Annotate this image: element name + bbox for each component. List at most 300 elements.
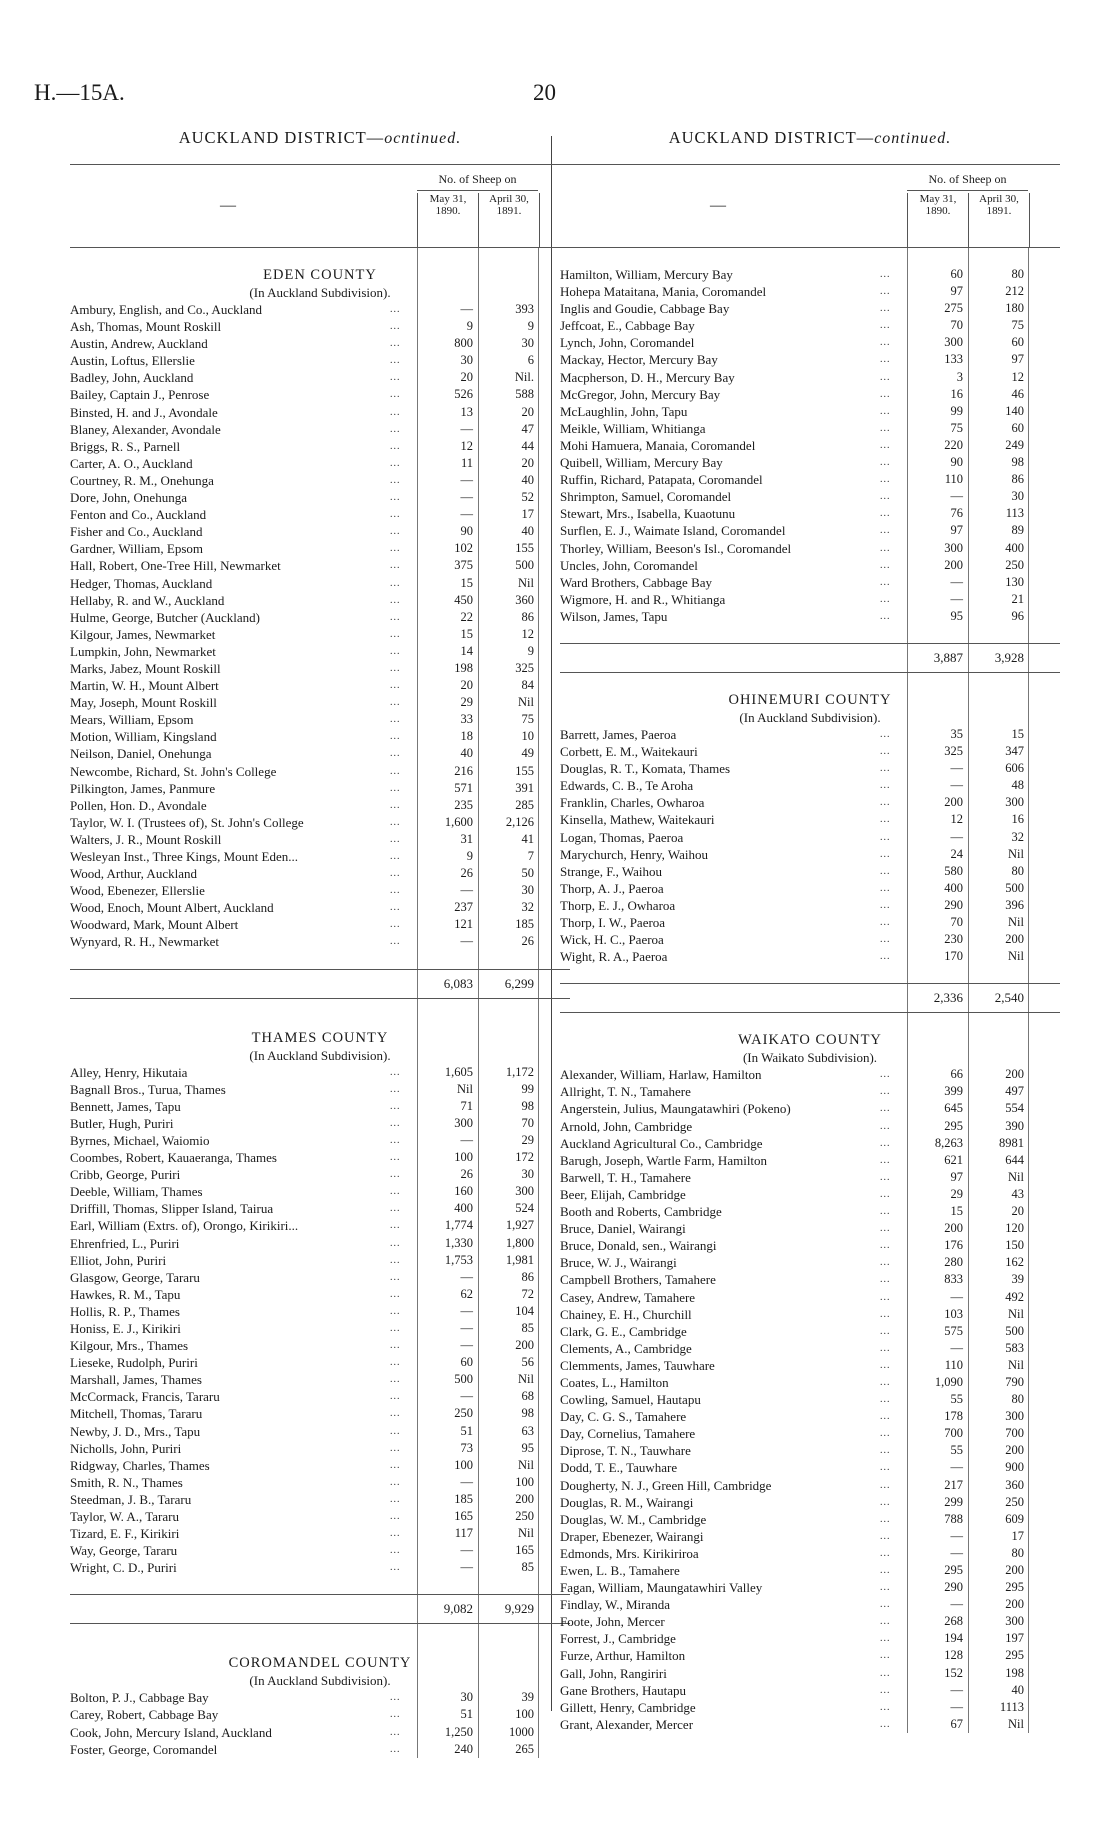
table-row	[70, 1440, 570, 1457]
spacer	[560, 673, 1060, 691]
owner-name: Binsted, H. and J., Avondale	[70, 404, 218, 420]
owner-name: Wight, R. A., Paeroa	[560, 949, 668, 965]
sheep-april-1891: 200	[515, 1338, 534, 1353]
table-row	[70, 1457, 570, 1474]
spacer	[70, 1576, 570, 1594]
table-row	[70, 1724, 570, 1741]
sheep-may-1890: 99	[950, 403, 963, 418]
table-body	[560, 248, 1060, 1733]
table-header	[560, 164, 1060, 248]
sheep-may-1890: —	[460, 472, 473, 487]
leader-dots: ...	[390, 799, 401, 811]
owner-name: Uncles, John, Coromandel	[560, 557, 698, 573]
table-row	[560, 351, 1060, 368]
sheep-april-1891: 393	[515, 302, 534, 316]
table-row	[560, 1066, 1060, 1083]
leader-dots: ...	[880, 610, 891, 622]
table-row	[560, 1477, 1060, 1494]
sheep-may-1890: 15	[460, 626, 473, 641]
leader-dots: ...	[880, 746, 891, 758]
table-row	[70, 677, 570, 694]
total-may-1890: 2,336	[933, 990, 963, 1006]
leader-dots: ...	[880, 1086, 891, 1098]
sheep-april-1891: 32	[521, 900, 534, 915]
owner-name: Day, Cornelius, Tamahere	[560, 1426, 696, 1442]
leader-dots: ...	[880, 1565, 891, 1576]
sheep-april-1891: Nil	[1008, 949, 1024, 964]
owner-name: Kilgour, James, Newmarket	[70, 626, 216, 642]
leader-dots: ...	[880, 542, 891, 554]
sheep-may-1890: 35	[950, 726, 963, 741]
sheep-may-1890: —	[460, 421, 473, 436]
sheep-may-1890: 3	[956, 369, 963, 384]
sheep-may-1890: 1,753	[444, 1252, 473, 1267]
leader-dots: ...	[880, 899, 891, 911]
sheep-april-1891: Nil	[1008, 846, 1024, 861]
owner-name: Mears, William, Epsom	[70, 712, 194, 728]
sheep-may-1890: 11	[460, 455, 473, 470]
sheep-may-1890: 200	[944, 557, 963, 572]
leader-dots: ...	[390, 1425, 401, 1437]
sheep-may-1890: 400	[944, 880, 963, 895]
leader-dots: ...	[390, 902, 401, 914]
sheep-april-1891: 75	[521, 712, 534, 727]
owner-name: Chainey, E. H., Churchill	[560, 1306, 692, 1322]
sheep-april-1891: 12	[521, 626, 534, 641]
sheep-may-1890: 1,600	[444, 814, 473, 829]
owner-name: Foster, George, Coromandel	[70, 1741, 218, 1757]
spacer	[560, 625, 1060, 643]
sheep-april-1891: 60	[1011, 335, 1024, 350]
owner-name: Auckland Agricultural Co., Cambridge	[560, 1135, 763, 1151]
spacer	[70, 1624, 570, 1654]
table-row	[70, 1098, 570, 1115]
table-row	[70, 660, 570, 677]
sheep-may-1890: 20	[460, 678, 473, 693]
leader-dots: ...	[880, 439, 891, 451]
table-row	[560, 1237, 1060, 1254]
table-row	[560, 1562, 1060, 1579]
sheep-may-1890: 216	[454, 763, 473, 778]
table-header	[70, 164, 570, 248]
table-row	[560, 1596, 1060, 1613]
table-row	[70, 1542, 570, 1559]
leader-dots: ...	[880, 728, 891, 740]
table-row	[560, 846, 1060, 863]
leader-dots: ...	[880, 917, 891, 928]
total-april-1891: 6,299	[504, 975, 534, 991]
table-row	[560, 1647, 1060, 1664]
owner-name: Allright, T. N., Tamahere	[560, 1084, 691, 1100]
sheep-april-1891: 20	[521, 404, 534, 419]
sheep-may-1890: 26	[460, 1167, 473, 1182]
leader-dots: ...	[880, 763, 891, 775]
sheep-may-1890: 128	[944, 1648, 963, 1663]
sheep-may-1890: 580	[944, 863, 963, 878]
leader-dots: ...	[390, 611, 401, 623]
owner-name: Wesleyan Inst., Three Kings, Mount Eden...	[70, 849, 298, 864]
owner-name: Steedman, J. B., Tararu	[70, 1491, 192, 1507]
owner-name: May, Joseph, Mount Roskill	[70, 695, 217, 711]
table-row	[560, 1682, 1060, 1699]
owner-name: Motion, William, Kingsland	[70, 729, 217, 745]
leader-dots: ...	[880, 1718, 891, 1730]
owner-name: Bolton, P. J., Cabbage Bay	[70, 1690, 209, 1706]
sheep-may-1890: 8,263	[934, 1135, 963, 1150]
owner-name: Alley, Henry, Hikutaia	[70, 1064, 188, 1080]
owner-name: Pilkington, James, Panmure	[70, 780, 216, 796]
owner-name: Jeffcoat, E., Cabbage Bay	[560, 318, 695, 334]
leader-dots: ...	[390, 1152, 401, 1164]
leader-dots: ...	[880, 1650, 891, 1662]
owner-name: Edwards, C. B., Te Aroha	[560, 778, 694, 794]
owner-name: Bruce, W. J., Wairangi	[560, 1255, 677, 1271]
owner-name: Dougherty, N. J., Green Hill, Cambridge	[560, 1477, 772, 1493]
owner-name: Barrett, James, Paeroa	[560, 726, 677, 742]
leader-dots: ...	[880, 405, 891, 417]
leader-dots: ...	[880, 1069, 891, 1081]
sheep-may-1890: —	[950, 1340, 963, 1355]
sheep-april-1891: 30	[1011, 489, 1024, 504]
county-subtitle: (In Auckland Subdivision).	[249, 1673, 391, 1689]
sheep-may-1890: 152	[944, 1665, 963, 1680]
leader-dots: ...	[880, 1667, 891, 1679]
sheep-april-1891: 113	[1005, 506, 1024, 521]
owner-name: Casey, Andrew, Tamahere	[560, 1289, 696, 1305]
leader-dots: ...	[390, 645, 401, 657]
table-row	[560, 505, 1060, 522]
leader-dots: ...	[390, 1288, 401, 1300]
table-row	[560, 1306, 1060, 1323]
page-number: 20	[533, 80, 556, 105]
leader-dots: ...	[880, 1445, 891, 1457]
spacer	[70, 999, 570, 1029]
sheep-april-1891: 1,927	[505, 1218, 534, 1233]
leader-dots: ...	[390, 1117, 401, 1129]
table-row	[560, 794, 1060, 811]
table-row	[560, 948, 1060, 965]
table-row	[560, 1289, 1060, 1306]
owner-name: Wynyard, R. H., Newmarket	[70, 934, 220, 950]
total-april-1891: 2,540	[994, 990, 1024, 1006]
sheep-april-1891: 30	[521, 1167, 534, 1182]
county-total	[560, 643, 1060, 673]
leader-dots: ...	[880, 1308, 891, 1320]
table-row	[70, 1741, 570, 1758]
leader-dots: ...	[880, 1701, 891, 1713]
owner-name: Douglas, R. T., Komata, Thames	[560, 761, 731, 777]
sheep-may-1890: 100	[454, 1150, 473, 1165]
sheep-may-1890: 399	[944, 1084, 963, 1099]
table-row	[70, 711, 570, 728]
owner-name: Glasgow, George, Tararu	[70, 1269, 200, 1285]
leader-dots: ...	[390, 492, 401, 504]
owner-name: Carter, A. O., Auckland	[70, 455, 193, 471]
sheep-april-1891: 325	[515, 660, 534, 675]
table-row	[70, 1064, 570, 1081]
owner-name: Kilgour, Mrs., Thames	[70, 1338, 189, 1354]
owner-name: Pollen, Hon. D., Avondale	[70, 797, 207, 813]
sheep-may-1890: 71	[460, 1098, 473, 1113]
sheep-april-1891: 40	[1011, 1682, 1024, 1697]
table-row	[560, 1357, 1060, 1374]
owner-name: Thorley, William, Beeson's Isl., Coromandel	[560, 540, 792, 556]
sheep-may-1890: —	[950, 574, 963, 589]
table-row	[70, 1183, 570, 1200]
sheep-april-1891: 500	[1005, 880, 1024, 895]
sheep-may-1890: —	[460, 1320, 473, 1335]
total-may-1890: 6,083	[443, 975, 473, 991]
sheep-april-1891: 86	[1011, 472, 1024, 487]
owner-name: Bennett, James, Tapu	[70, 1098, 181, 1114]
sheep-april-1891: 200	[1005, 1443, 1024, 1458]
sheep-may-1890: 16	[950, 386, 963, 401]
leader-dots: ...	[390, 321, 401, 333]
sheep-may-1890: 29	[950, 1186, 963, 1201]
owner-name: Ehrenfried, L., Puriri	[70, 1235, 180, 1251]
table-row	[70, 592, 570, 609]
sheep-april-1891: 583	[1005, 1340, 1024, 1355]
sheep-april-1891: 72	[521, 1286, 534, 1301]
table-row	[70, 438, 570, 455]
sheep-april-1891: 198	[1005, 1665, 1024, 1680]
leader-dots: ...	[880, 1684, 891, 1696]
leader-dots: ...	[390, 389, 401, 401]
table-row	[70, 1525, 570, 1542]
sheep-april-1891: 41	[521, 831, 534, 846]
sheep-may-1890: 1,250	[444, 1724, 473, 1739]
table-row	[70, 1235, 570, 1252]
leader-dots: ...	[390, 1186, 401, 1198]
sheep-may-1890: 102	[454, 541, 473, 556]
sheep-may-1890: 1,774	[444, 1218, 473, 1233]
leader-dots: ...	[880, 457, 891, 469]
owner-name: Gall, John, Rangiriri	[560, 1665, 667, 1681]
owner-name: McLaughlin, John, Tapu	[560, 403, 688, 419]
sheep-april-1891: 1,981	[505, 1252, 534, 1267]
sheep-april-1891: Nil	[1008, 915, 1024, 929]
leader-dots: ...	[390, 1305, 401, 1317]
table-row	[560, 1442, 1060, 1459]
table-row	[560, 829, 1060, 846]
leader-dots: ...	[390, 1391, 401, 1403]
sheep-may-1890: 645	[944, 1101, 963, 1116]
owner-name: Bailey, Captain J., Penrose	[70, 387, 210, 403]
owner-name: Wilson, James, Tapu	[560, 608, 668, 624]
owner-name: Austin, Andrew, Auckland	[70, 336, 208, 352]
sheep-april-1891: 200	[515, 1491, 534, 1506]
owner-name: Ewen, L. B., Tamahere	[560, 1563, 680, 1578]
sheep-april-1891: 360	[515, 592, 534, 607]
table-row	[560, 574, 1060, 591]
owner-name: Quibell, William, Mercury Bay	[560, 455, 723, 471]
owner-name: Newby, J. D., Mrs., Tapu	[70, 1423, 201, 1439]
owner-name: Blaney, Alexander, Avondale	[70, 421, 221, 437]
owner-name: Gillett, Henry, Cambridge	[560, 1699, 696, 1715]
leader-dots: ...	[390, 731, 401, 743]
leader-dots: ...	[390, 868, 401, 880]
owner-name: Alexander, William, Harlaw, Hamilton	[560, 1067, 762, 1083]
header-group-label: No. of Sheep on	[417, 168, 538, 191]
sheep-may-1890: —	[950, 1597, 963, 1612]
owner-name: Wood, Enoch, Mount Albert, Auckland	[70, 900, 274, 916]
sheep-april-1891: 86	[521, 609, 534, 624]
leader-dots: ...	[390, 1709, 401, 1721]
leader-dots: ...	[390, 1169, 401, 1181]
table-row	[70, 1320, 570, 1337]
table-row	[70, 318, 570, 335]
table-row	[70, 745, 570, 762]
leader-dots: ...	[880, 576, 891, 588]
owner-name: Hohepa Mataitana, Mania, Coromandel	[560, 284, 767, 300]
sheep-april-1891: 48	[1011, 778, 1024, 793]
document-reference: H.—15A.	[34, 80, 125, 105]
table-row	[70, 916, 570, 933]
table-row	[560, 403, 1060, 420]
sheep-may-1890: 526	[454, 387, 473, 402]
table-row	[560, 1665, 1060, 1682]
owner-name: Austin, Loftus, Ellerslie	[70, 353, 195, 369]
owner-name: Surflen, E. J., Waimate Island, Coromandel	[560, 523, 786, 539]
sheep-may-1890: —	[950, 1545, 963, 1560]
table-row	[560, 1220, 1060, 1237]
table-row	[70, 1217, 570, 1234]
table-row	[70, 848, 570, 865]
sheep-april-1891: 396	[1005, 897, 1024, 912]
sheep-may-1890: 450	[454, 592, 473, 607]
sheep-may-1890: 103	[944, 1306, 963, 1321]
sheep-april-1891: 200	[1005, 1563, 1024, 1577]
table-row	[70, 472, 570, 489]
sheep-april-1891: 89	[1011, 523, 1024, 538]
sheep-may-1890: 194	[944, 1631, 963, 1646]
sheep-april-1891: 492	[1005, 1289, 1024, 1304]
table-row	[70, 1132, 570, 1149]
owner-name: Angerstein, Julius, Maungatawhiri (Pokeno)	[560, 1101, 791, 1117]
owner-name: Carey, Robert, Cabbage Bay	[70, 1707, 219, 1723]
owner-name: Stewart, Mrs., Isabella, Kuaotunu	[560, 506, 736, 522]
sheep-may-1890: 22	[460, 609, 473, 624]
sheep-april-1891: 500	[515, 558, 534, 573]
header-dash: —	[710, 197, 726, 214]
owner-name: Booth and Roberts, Cambridge	[560, 1204, 722, 1220]
table-row	[560, 1340, 1060, 1357]
owner-name: Wood, Ebenezer, Ellerslie	[70, 883, 205, 899]
sheep-april-1891: 249	[1005, 437, 1024, 452]
leader-dots: ...	[880, 354, 891, 366]
owner-name: Woodward, Mark, Mount Albert	[70, 917, 239, 933]
table-row	[70, 386, 570, 403]
sheep-may-1890: 700	[944, 1426, 963, 1441]
table-row	[560, 608, 1060, 625]
table-row	[70, 626, 570, 643]
sheep-may-1890: —	[460, 1303, 473, 1318]
table-row	[70, 1706, 570, 1723]
sheep-may-1890: 24	[950, 846, 963, 861]
sheep-may-1890: 295	[944, 1118, 963, 1133]
sheep-april-1891: 60	[1011, 420, 1024, 435]
leader-dots: ...	[390, 526, 401, 538]
table-row	[560, 317, 1060, 334]
sheep-april-1891: 97	[1011, 352, 1024, 367]
owner-name: Thorp, A. J., Paeroa	[560, 880, 664, 896]
owner-name: Thorp, I. W., Paeroa	[560, 915, 666, 930]
sheep-may-1890: 97	[950, 284, 963, 299]
leader-dots: ...	[880, 1274, 891, 1286]
sheep-april-1891: 700	[1005, 1426, 1024, 1441]
leader-dots: ...	[390, 1743, 401, 1755]
sheep-may-1890: —	[460, 1560, 473, 1575]
sheep-april-1891: 80	[1011, 267, 1024, 281]
owner-name: Coates, L., Hamilton	[560, 1374, 669, 1390]
sheep-april-1891: Nil	[1008, 1306, 1024, 1321]
table-row	[560, 522, 1060, 539]
sheep-may-1890: 110	[944, 1357, 963, 1372]
table-row	[70, 643, 570, 660]
owner-name: Walters, J. R., Mount Roskill	[70, 831, 222, 847]
leader-dots: ...	[390, 1562, 401, 1574]
sheep-april-1891: 300	[1005, 1409, 1024, 1424]
owner-name: Elliot, John, Puriri	[70, 1252, 167, 1268]
sheep-may-1890: 290	[944, 897, 963, 912]
sheep-april-1891: 250	[515, 1509, 534, 1523]
table-body	[70, 248, 570, 1758]
table-row	[70, 1200, 570, 1217]
sheep-april-1891: Nil	[1008, 1716, 1024, 1731]
sheep-may-1890: 97	[950, 1169, 963, 1184]
owner-name: Courtney, R. M., Onehunga	[70, 472, 214, 488]
owner-name: Dore, John, Onehunga	[70, 490, 187, 506]
sheep-april-1891: 500	[1005, 1323, 1024, 1338]
sheep-may-1890: 217	[944, 1477, 963, 1492]
table-row	[560, 1511, 1060, 1528]
sheep-april-1891: 85	[521, 1320, 534, 1335]
total-april-1891: 3,928	[994, 649, 1024, 665]
sheep-april-1891: 1,800	[505, 1235, 534, 1250]
owner-name: Marychurch, Henry, Waihou	[560, 846, 709, 862]
sheep-april-1891: 43	[1011, 1186, 1024, 1201]
leader-dots: ...	[880, 1394, 891, 1406]
leader-dots: ...	[880, 286, 891, 298]
sheep-may-1890: —	[950, 1460, 963, 1475]
leader-dots: ...	[390, 1442, 401, 1454]
sheep-april-1891: 80	[1011, 1392, 1024, 1407]
leader-dots: ...	[880, 1342, 891, 1354]
leader-dots: ...	[390, 1357, 401, 1369]
sheep-april-1891: 497	[1005, 1084, 1024, 1099]
table-row	[560, 540, 1060, 557]
owner-name: Corbett, E. M., Waitekauri	[560, 744, 698, 760]
owner-name: Clark, G. E., Cambridge	[560, 1323, 687, 1339]
owner-name: Lumpkin, John, Newmarket	[70, 643, 216, 659]
sheep-april-1891: 155	[515, 541, 534, 556]
table-row	[560, 1186, 1060, 1203]
leader-dots: ...	[880, 1103, 891, 1115]
sheep-may-1890: 73	[460, 1440, 473, 1455]
sheep-may-1890: 178	[944, 1409, 963, 1424]
column-title: AUCKLAND DISTRICT—ocntinued.	[178, 128, 462, 147]
sheep-may-1890: 66	[950, 1067, 963, 1082]
leader-dots: ...	[390, 1493, 401, 1505]
owner-name: Ruffin, Richard, Patapata, Coromandel	[560, 472, 763, 488]
table-row	[560, 1716, 1060, 1733]
leader-dots: ...	[880, 1547, 891, 1559]
owner-name: Smith, R. N., Thames	[70, 1474, 183, 1490]
leader-dots: ...	[880, 1154, 891, 1166]
owner-name: Cowling, Samuel, Hautapu	[560, 1392, 701, 1408]
sheep-may-1890: —	[460, 1474, 473, 1489]
owner-name: Gardner, William, Epsom	[70, 541, 204, 557]
